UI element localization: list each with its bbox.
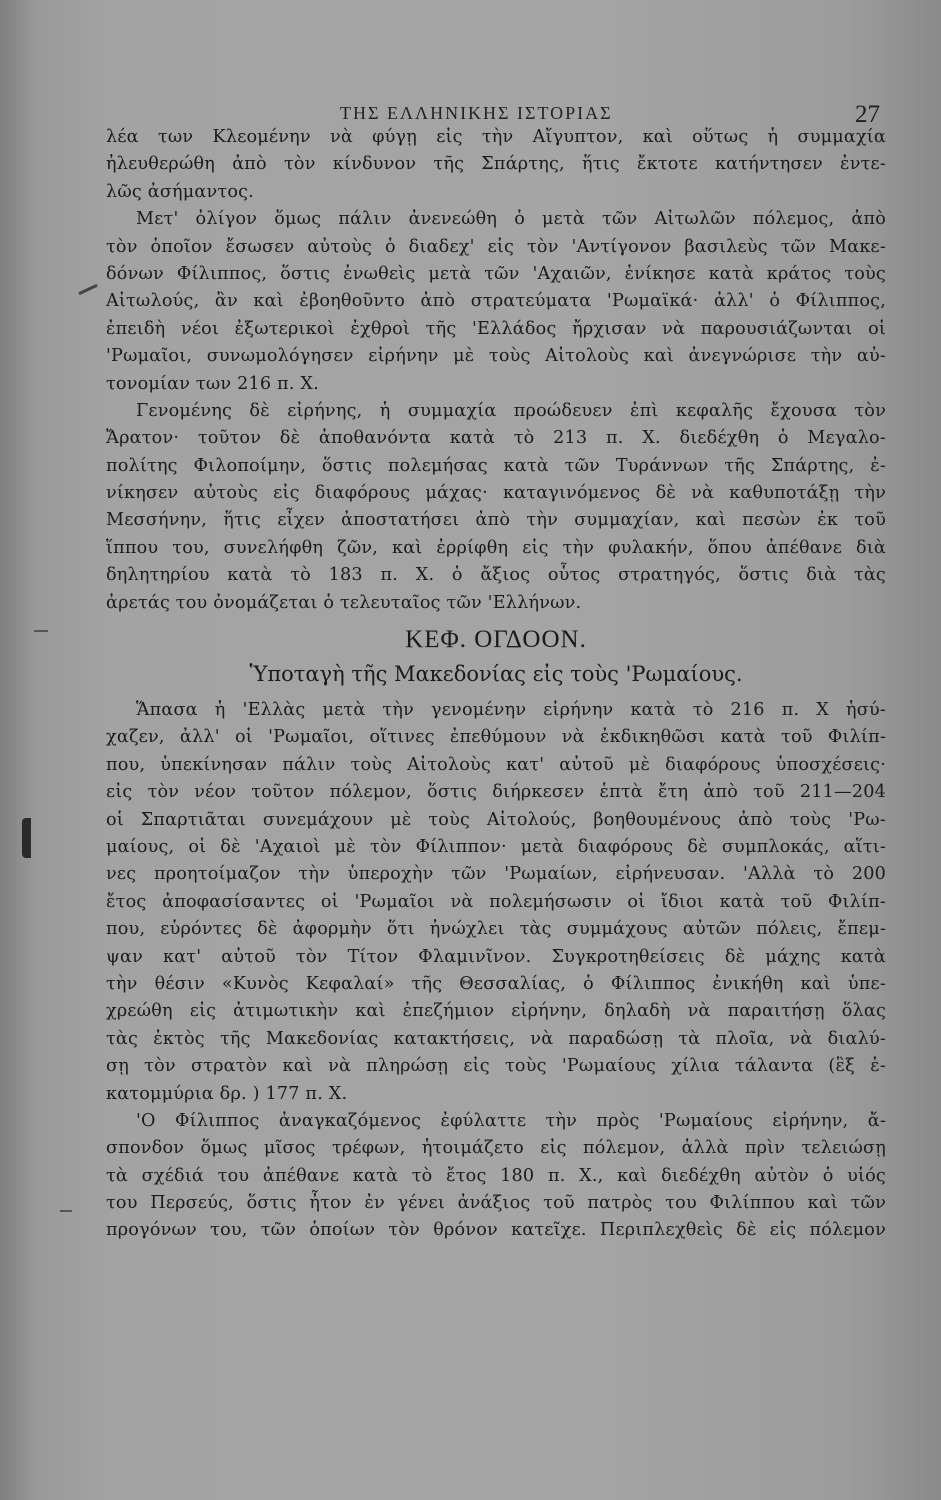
text-line: τονομίαν των 216 π. Χ. [106,373,319,394]
text-line: Ἅπασα ἡ 'Ελλὰς μετὰ τὴν γενομένην εἰρήνην κατὰ τὸ 216 π. Χ ἡσύ- [136,700,886,721]
text-line: νες προητοίμαζον τὴν ὑπεροχὴν τῶν 'Ρωμαίων, εἰρήνευσαν. 'Αλλὰ τὸ 200 [106,864,886,885]
paragraph [106,1108,886,1245]
text-line: τὸν ὁποῖον ἔσωσεν αὐτοὺς ὁ διαδεχ' εἰς τὸν 'Αντίγονον βασιλεὺς τῶν Μακε- [106,236,886,257]
text-line: ἀρετάς του ὀνομάζεται ὁ τελευταῖος τῶν 'Ελλήνων. [106,592,582,613]
text-line: Μετ' ὀλίγον ὅμως πάλιν ἀνενεώθη ὁ μετὰ τῶν Αἰτωλῶν πόλεμος, ἀπὸ [136,209,886,230]
text-line: προγόνων του, τῶν ὁποίων τὸν θρόνον κατεῖχε. Περιπλεχθεὶς δὲ εἰς πόλεμον [106,1220,886,1241]
paragraph [106,398,886,617]
text-line: πολίτης Φιλοποίμην, ὅστις πολεμήσας κατὰ τῶν Τυράννων τῆς Σπάρτης, ἐ- [106,455,886,476]
text-line: λέα των Κλεομένην νὰ φύγῃ εἰς τὴν Αἴγυπτον, καὶ οὕτως ἡ συμμαχία [106,127,886,147]
text-line: Μεσσήνην, ἥτις εἶχεν ἀποστατήσει ἀπὸ τὴν συμμαχίαν, καὶ πεσὼν ἐκ τοῦ [106,510,886,531]
text-line: που, εὑρόντες δὲ ἀφορμὴν ὅτι ἠνώχλει τὰς συμμάχους αὐτῶν πόλεις, ἔπεμ- [106,919,886,940]
text-line: οἱ Σπαρτιᾶται συνεμάχουν μὲ τοὺς Αἰτολούς, βοηθουμένους ἀπὸ τοὺς 'Ρω- [106,809,886,830]
binding-edge-mark [22,818,31,858]
text-line: ἔτος ἀποφασίσαντες οἱ 'Ρωμαῖοι νὰ πολεμήσωσιν οἱ ἴδιοι κατὰ τοῦ Φιλίπ- [106,891,886,912]
text-line: τὴν θέσιν «Κυνὸς Κεφαλαί» τῆς Θεσσαλίας, ὁ Φίλιππος ἐνικήθη καὶ ὑπε- [106,973,886,994]
text-line: ἐπειδὴ νέοι ἐξωτερικοὶ ἐχθροὶ τῆς 'Ελλάδος ἤρχισαν νὰ παρουσιάζωνται οἱ [106,318,886,339]
chapter-subtitle: Ὑποταγὴ τῆς Μακεδονίας εἰς τοὺς 'Ρωμαίους. [249,662,743,687]
text-line: Ἄρατον· τοῦτον δὲ ἀποθανόντα κατὰ τὸ 213 π. Χ. διεδέχθη ὁ Μεγαλο- [106,428,886,449]
text-line: του Περσεύς, ὅστις ἦτον ἐν γένει ἀνάξιος τοῦ πατρὸς του Φιλίππου καὶ τῶν [106,1193,886,1214]
text-line: Αἰτωλούς, ἂν καὶ ἐβοηθοῦντο ἀπὸ στρατεύματα 'Ρωμαϊκά· ἀλλ' ὁ Φίλιππος, [106,291,886,312]
text-line: λῶς ἀσήμαντος. [106,181,254,202]
text-line: σπονδον ὅμως μῖσος τρέφων, ἡτοιμάζετο εἰς πόλεμον, ἀλλὰ πρὶν τελειώσῃ [106,1138,886,1159]
text-line: σῃ τὸν στρατὸν καὶ νὰ πληρώσῃ εἰς τοὺς 'Ρωμαίους χίλια τάλαντα (ἓξ ἑ- [106,1056,886,1077]
text-line: τὰς ἐκτὸς τῆς Μακεδονίας κατακτήσεις, νὰ παραδώσῃ τὰ πλοῖα, νὰ διαλύ- [106,1028,886,1049]
chapter-title: ΚΕΦ. ΟΓΔΟΟΝ. [405,626,587,654]
paragraph [106,697,886,1108]
paragraph [106,206,886,398]
page-body [106,124,886,1245]
text-line: χρεώθη εἰς ἀτιμωτικὴν καὶ ἐπεζήμιον εἰρήνην, δηλαδὴ νὰ παραιτήσῃ ὅλας [106,1001,886,1022]
text-line: εἰς τὸν νέον τοῦτον πόλεμον, ὅστις διήρκεσεν ἑπτὰ ἔτη ἀπὸ τοῦ 211—204 [106,782,886,803]
text-line: ψαν κατ' αὐτοῦ τὸν Τίτον Φλαμινῖνον. Συγκροτηθείσεις δὲ μάχης κατὰ [106,946,886,967]
text-line: δηλητηρίου κατὰ τὸ 183 π. Χ. ὁ ἄξιος οὗτος στρατηγός, ὅστις διὰ τὰς [106,565,886,586]
margin-dash-mark [34,630,48,632]
page-number: 27 [855,101,880,128]
text-line: χαζεν, ἀλλ' οἱ 'Ρωμαῖοι, οἵτινες ἐπεθύμουν νὰ ἐκδικηθῶσι κατὰ τοῦ Φιλίπ- [106,727,886,748]
text-line: 'Ρωμαῖοι, συνωμολόγησεν εἰρήνην μὲ τοὺς Αἰτολοὺς καὶ ἀνεγνώρισε τὴν αὐ- [106,346,886,367]
text-line: τὰ σχέδιά του ἀπέθανε κατὰ τὸ ἔτος 180 π. Χ., καὶ διεδέχθη αὐτὸν ὁ υἱός [106,1165,886,1186]
text-line: 'Ο Φίλιππος ἀναγκαζόμενος ἐφύλαττε τὴν πρὸς 'Ρωμαίους εἰρήνην, ἄ- [136,1110,886,1131]
text-line: που, ὑπεκίνησαν πάλιν τοὺς Αἰτολοὺς κατ' αὐτοῦ μὲ διαφόρους ὑποσχέσεις· [106,754,886,775]
text-line: μαίους, οἱ δὲ 'Αχαιοὶ μὲ τὸν Φίλιππον· μετὰ διαφόρους δὲ συμπλοκάς, αἵτι- [106,836,886,857]
text-line: δόνων Φίλιππος, ὅστις ἑνωθεὶς μετὰ τῶν 'Αχαιῶν, ἐνίκησε κατὰ κράτος τοὺς [106,263,886,284]
text-line: κατομμύρια δρ. ) 177 π. Χ. [106,1083,348,1104]
margin-stain-mark [78,284,97,295]
running-head: ΤΗΣ ΕΛΛΗΝΙΚΗΣ ΙΣΤΟΡΙΑΣ [340,103,613,123]
paragraph [106,124,886,206]
text-line: ἠλευθερώθη ἀπὸ τὸν κίνδυνον τῆς Σπάρτης, ἥτις ἔκτοτε κατήντησεν ἐντε- [106,154,886,175]
margin-dash-mark [60,1210,72,1212]
text-line: Γενομένης δὲ εἰρήνης, ἡ συμμαχία προώδευεν ἐπὶ κεφαλῆς ἔχουσα τὸν [136,400,886,421]
text-line: ἵππου του, συνελήφθη ζῶν, καὶ ἐρρίφθη εἰς τὴν φυλακήν, ὅπου ἀπέθανε διὰ [106,537,886,558]
text-line: νίκησεν αὐτοὺς εἰς διαφόρους μάχας· καταγινόμενος δὲ νὰ καθυποτάξῃ τὴν [106,483,886,504]
